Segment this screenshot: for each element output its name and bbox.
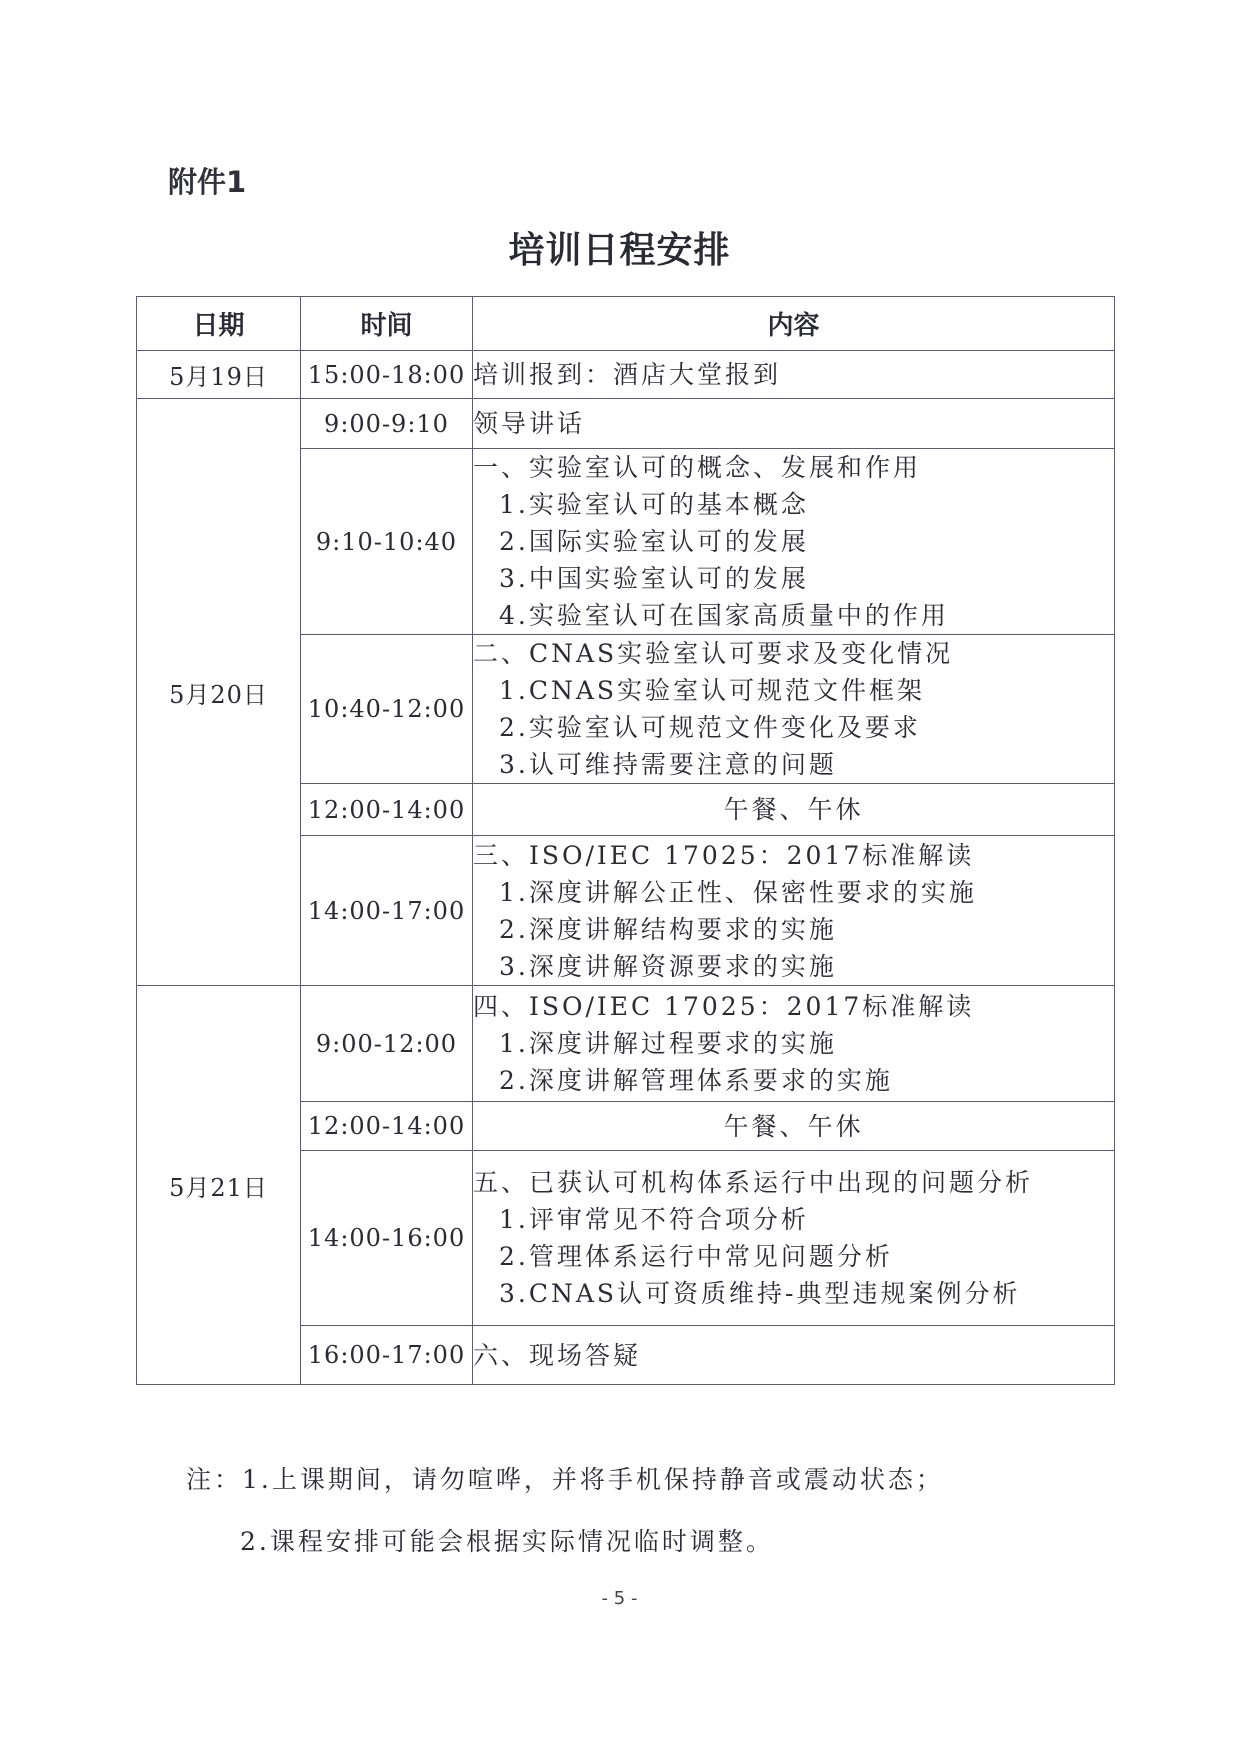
content-line: 2.深度讲解结构要求的实施: [499, 914, 837, 944]
content-cell: [473, 635, 1115, 784]
content-cell: [473, 784, 1115, 836]
content-cell: [473, 1151, 1115, 1326]
content-line: 一、实验室认可的概念、发展和作用: [473, 453, 922, 482]
time-cell: 12:00-14:00: [301, 784, 473, 836]
date-cell: 5月19日: [137, 351, 301, 399]
content-line: 1.评审常见不符合项分析: [499, 1205, 809, 1234]
content-line: 四、ISO/IEC 17025：2017标准解读: [473, 992, 975, 1021]
content-line: 2.国际实验室认可的发展: [499, 527, 809, 556]
header-date: 日期: [137, 297, 301, 351]
content-cell: [473, 399, 1115, 449]
content-line: 二、CNAS实验室认可要求及变化情况: [473, 639, 954, 668]
content-cell: [473, 1326, 1115, 1385]
note-line-1: 注：1.上课期间，请勿喧哗，并将手机保持静音或震动状态；: [186, 1465, 944, 1494]
table-row: [137, 986, 1115, 1102]
content-line: 2.深度讲解管理体系要求的实施: [499, 1066, 893, 1095]
content-line: 3.CNAS认可资质维持-典型违规案例分析: [499, 1279, 1021, 1308]
time-cell: 9:00-9:10: [301, 399, 473, 449]
content-line: 3.中国实验室认可的发展: [499, 564, 809, 593]
content-cell: [473, 986, 1115, 1102]
content-line: 4.实验室认可在国家高质量中的作用: [499, 601, 949, 630]
time-cell: 14:00-16:00: [301, 1151, 473, 1326]
header-content: 内容: [473, 297, 1115, 351]
page-number: - 5 -: [601, 1588, 638, 1609]
date-cell: 5月21日: [137, 986, 301, 1385]
content-line: 3.深度讲解资源要求的实施: [499, 951, 837, 981]
content-cell: [473, 1102, 1115, 1151]
content-line: 午餐、午休: [723, 795, 864, 824]
content-cell: [473, 351, 1115, 399]
time-cell: 9:10-10:40: [301, 449, 473, 635]
content-line: 培训报到：酒店大堂报到: [473, 360, 782, 389]
time-cell: 16:00-17:00: [301, 1326, 473, 1385]
note-line-2: 2.课程安排可能会根据实际情况临时调整。: [240, 1527, 774, 1556]
content-line: 1.CNAS实验室认可规范文件框架: [499, 676, 926, 705]
content-line: 五、已获认可机构体系运行中出现的问题分析: [473, 1168, 1034, 1197]
table-row: [137, 399, 1115, 449]
content-line: 领导讲话: [473, 409, 586, 438]
content-line: 1.深度讲解过程要求的实施: [499, 1029, 837, 1058]
table-row: [137, 351, 1115, 399]
content-cell: [473, 449, 1115, 635]
date-cell: 5月20日: [137, 399, 301, 986]
time-cell: 10:40-12:00: [301, 635, 473, 784]
time-cell: 15:00-18:00: [301, 351, 473, 399]
attachment-label: 附件1: [168, 165, 247, 199]
page-title: 培训日程安排: [508, 229, 731, 271]
schedule-table: [136, 296, 1115, 1385]
time-cell: 14:00-17:00: [301, 836, 473, 986]
content-line: 1.实验室认可的基本概念: [499, 490, 809, 519]
time-cell: 9:00-12:00: [301, 986, 473, 1102]
content-cell: [473, 836, 1115, 986]
content-line: 六、现场答疑: [473, 1340, 642, 1370]
content-line: 2.实验室认可规范文件变化及要求: [499, 713, 921, 742]
content-line: 1.深度讲解公正性、保密性要求的实施: [499, 877, 977, 907]
header-time: 时间: [301, 297, 473, 351]
content-line: 午餐、午休: [723, 1111, 864, 1141]
content-line: 3.认可维持需要注意的问题: [499, 750, 837, 779]
content-line: 三、ISO/IEC 17025：2017标准解读: [473, 840, 975, 870]
notes: [186, 1460, 944, 1558]
table-header-row: [137, 297, 1115, 351]
time-cell: 12:00-14:00: [301, 1102, 473, 1151]
content-line: 2.管理体系运行中常见问题分析: [499, 1242, 893, 1271]
